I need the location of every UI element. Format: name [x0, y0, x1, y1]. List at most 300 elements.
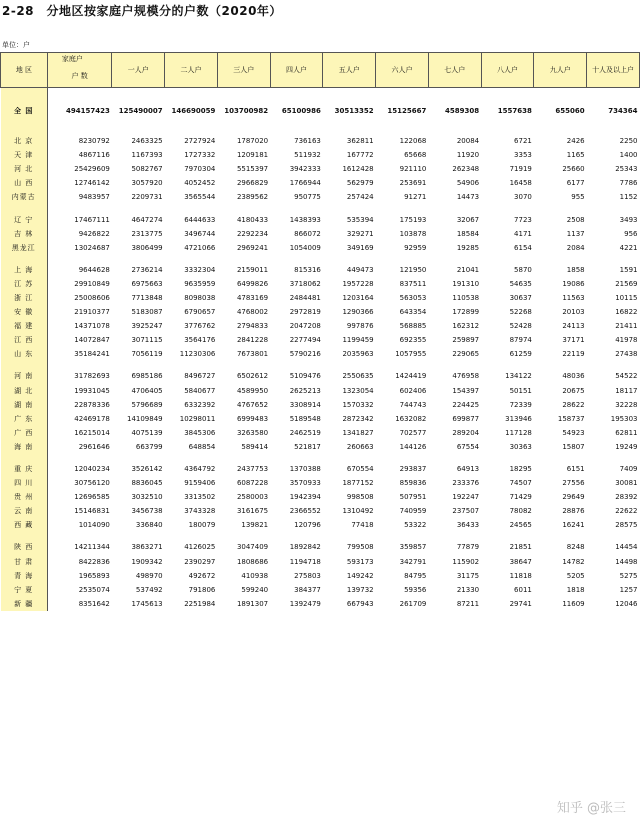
- region-name: 河 南: [1, 369, 48, 383]
- value-cell: 11563: [562, 293, 585, 302]
- value-cell: 537492: [135, 585, 163, 594]
- value-cell: 2872342: [342, 414, 374, 423]
- value-cell: 21041: [456, 265, 480, 274]
- value-cell: 192247: [452, 493, 480, 502]
- value-cell: 32067: [456, 215, 480, 224]
- value-cell: 175193: [399, 215, 427, 224]
- value-cell: 92959: [404, 243, 427, 252]
- value-cell: 702577: [399, 428, 427, 437]
- value-cell: 336840: [135, 521, 163, 530]
- value-cell: 20084: [456, 137, 480, 146]
- value-cell: 30513352: [334, 107, 374, 115]
- value-cell: 1591: [619, 265, 638, 274]
- value-cell: 16241: [562, 521, 585, 530]
- household-table: [0, 52, 640, 611]
- value-cell: 643354: [399, 308, 427, 317]
- value-cell: 6502612: [236, 372, 269, 381]
- value-cell: 2972819: [289, 308, 321, 317]
- value-cell: 139821: [241, 521, 269, 530]
- value-cell: 37171: [562, 336, 585, 345]
- region-name: 海 南: [1, 440, 48, 454]
- table-row: [1, 555, 640, 569]
- value-cell: 262348: [452, 165, 480, 174]
- value-cell: 12046: [615, 599, 638, 608]
- value-cell: 2727924: [184, 137, 216, 146]
- region-name: 山 东: [1, 347, 48, 361]
- total-cell: 4867116: [78, 151, 110, 160]
- value-cell: 162312: [452, 322, 480, 331]
- region-name: 贵 州: [1, 490, 48, 504]
- value-cell: 41978: [615, 336, 638, 345]
- region-name: 西 藏: [1, 518, 48, 532]
- value-cell: 521817: [294, 442, 321, 451]
- value-cell: 3863271: [131, 543, 163, 552]
- value-cell: 4075139: [131, 428, 163, 437]
- value-cell: 791806: [188, 585, 216, 594]
- value-cell: 1818: [566, 585, 585, 594]
- table-body: [1, 88, 640, 611]
- region-name: 全 国: [1, 102, 48, 120]
- region-name: 福 建: [1, 319, 48, 333]
- total-cell: 12040234: [74, 465, 110, 474]
- value-cell: 3718062: [289, 279, 321, 288]
- value-cell: 563053: [399, 293, 427, 302]
- value-cell: 19086: [562, 279, 585, 288]
- value-cell: 744743: [399, 400, 427, 409]
- value-cell: 103700982: [224, 107, 269, 115]
- value-cell: 1957228: [342, 279, 374, 288]
- value-cell: 53322: [404, 521, 427, 530]
- value-cell: 125490007: [118, 107, 163, 115]
- value-cell: 2437753: [236, 465, 269, 474]
- table-row: [1, 347, 640, 361]
- spacer-row: [1, 88, 640, 103]
- size-header: 四人户: [270, 53, 323, 88]
- value-cell: 1570332: [342, 400, 374, 409]
- value-cell: 663799: [135, 442, 163, 451]
- value-cell: 2390297: [184, 557, 216, 566]
- value-cell: 1199459: [342, 336, 374, 345]
- size-header: 十人及以上户: [587, 53, 640, 88]
- table-row: [1, 319, 640, 333]
- table-row: [1, 369, 640, 383]
- value-cell: 9159406: [184, 479, 216, 488]
- value-cell: 4589308: [445, 107, 480, 115]
- table-row: [1, 384, 640, 398]
- value-cell: 692355: [399, 336, 427, 345]
- value-cell: 103878: [399, 229, 427, 238]
- value-cell: 31175: [456, 571, 480, 580]
- value-cell: 78082: [509, 507, 532, 516]
- value-cell: 4706405: [131, 386, 163, 395]
- value-cell: 734364: [608, 107, 638, 115]
- value-cell: 950775: [294, 193, 321, 202]
- value-cell: 27556: [562, 479, 585, 488]
- value-cell: 24113: [562, 322, 585, 331]
- region-name: 湖 南: [1, 398, 48, 412]
- size-header: 七人户: [428, 53, 481, 88]
- value-cell: 167772: [346, 151, 374, 160]
- table-row: [1, 291, 640, 305]
- value-cell: 91271: [404, 193, 427, 202]
- value-cell: 799508: [346, 543, 374, 552]
- value-cell: 3565544: [184, 193, 216, 202]
- region-name: 湖 北: [1, 384, 48, 398]
- value-cell: 191310: [452, 279, 480, 288]
- value-cell: 65100986: [281, 107, 321, 115]
- value-cell: 3313502: [184, 493, 216, 502]
- value-cell: 6177: [566, 179, 585, 188]
- table-row: [1, 462, 640, 476]
- total-cell: 8351642: [78, 599, 110, 608]
- value-cell: 5205: [566, 571, 585, 580]
- value-cell: 955: [571, 193, 585, 202]
- value-cell: 5796689: [131, 400, 163, 409]
- total-cell: 8230792: [78, 137, 110, 146]
- value-cell: 259897: [452, 336, 480, 345]
- value-cell: 362811: [346, 137, 374, 146]
- value-cell: 2209731: [131, 193, 163, 202]
- total-cell: 14371078: [74, 322, 110, 331]
- value-cell: 2292234: [236, 229, 269, 238]
- value-cell: 1257: [619, 585, 638, 594]
- value-cell: 507951: [399, 493, 427, 502]
- value-cell: 2426: [566, 137, 585, 146]
- region-name: 新 疆: [1, 597, 48, 611]
- value-cell: 48036: [562, 372, 585, 381]
- value-cell: 7673801: [236, 350, 269, 359]
- table-row: [1, 490, 640, 504]
- size-header: 一人户: [112, 53, 165, 88]
- region-name: 黑龙江: [1, 241, 48, 255]
- total-cell: 9483957: [78, 193, 110, 202]
- region-header: 地 区: [1, 53, 48, 88]
- value-cell: 313946: [505, 414, 532, 423]
- value-cell: 22119: [562, 350, 585, 359]
- value-cell: 5275: [619, 571, 638, 580]
- table-row: [1, 241, 640, 255]
- value-cell: 667943: [346, 599, 374, 608]
- spacer-row: [1, 255, 640, 263]
- value-cell: 257424: [346, 193, 374, 202]
- value-cell: 27438: [615, 350, 638, 359]
- region-name: 浙 江: [1, 291, 48, 305]
- size-header: 八人户: [481, 53, 534, 88]
- value-cell: 2047208: [289, 322, 321, 331]
- size-header: 三人户: [217, 53, 270, 88]
- value-cell: 21851: [509, 543, 532, 552]
- value-cell: 16458: [509, 179, 532, 188]
- value-cell: 260663: [346, 442, 374, 451]
- value-cell: 38647: [509, 557, 532, 566]
- value-cell: 139732: [346, 585, 374, 594]
- region-name: 内蒙古: [1, 190, 48, 204]
- value-cell: 122068: [399, 137, 427, 146]
- value-cell: 1323054: [342, 386, 374, 395]
- value-cell: 52268: [509, 308, 532, 317]
- total-cell: 25429609: [74, 165, 110, 174]
- table-row: [1, 212, 640, 226]
- table-row: [1, 569, 640, 583]
- value-cell: 59356: [404, 585, 427, 594]
- value-cell: 71919: [509, 165, 532, 174]
- value-cell: 3332304: [184, 265, 216, 274]
- region-name: 广 东: [1, 412, 48, 426]
- value-cell: 1290366: [342, 308, 374, 317]
- value-cell: 2794833: [236, 322, 269, 331]
- value-cell: 21569: [615, 279, 638, 288]
- value-cell: 67554: [456, 442, 480, 451]
- value-cell: 2159011: [236, 265, 269, 274]
- value-cell: 1057955: [395, 350, 427, 359]
- value-cell: 154397: [452, 386, 480, 395]
- value-cell: 14109849: [126, 414, 163, 423]
- value-cell: 14473: [456, 193, 480, 202]
- region-name: 天 津: [1, 148, 48, 162]
- value-cell: 24565: [509, 521, 532, 530]
- total-cell: 2961646: [78, 442, 110, 451]
- value-cell: 410938: [241, 571, 269, 580]
- region-name: 上 海: [1, 263, 48, 277]
- value-cell: 2966829: [236, 179, 269, 188]
- value-cell: 4126025: [184, 543, 216, 552]
- value-cell: 21330: [456, 585, 480, 594]
- table-row: [1, 597, 640, 611]
- region-name: 山 西: [1, 176, 48, 190]
- value-cell: 997876: [346, 322, 374, 331]
- value-cell: 7970304: [184, 165, 216, 174]
- value-cell: 6332392: [184, 400, 216, 409]
- value-cell: 3526142: [131, 465, 163, 474]
- value-cell: 6499826: [236, 279, 269, 288]
- value-cell: 20675: [562, 386, 585, 395]
- value-cell: 1341827: [342, 428, 374, 437]
- table-row: [1, 148, 640, 162]
- total-cell: 21910377: [74, 308, 110, 317]
- value-cell: 11818: [509, 571, 532, 580]
- value-cell: 3925247: [131, 322, 163, 331]
- value-cell: 25660: [562, 165, 585, 174]
- value-cell: 146690059: [171, 107, 216, 115]
- total-cell: 15146831: [74, 507, 110, 516]
- value-cell: 6154: [514, 243, 532, 252]
- value-cell: 2389562: [236, 193, 269, 202]
- value-cell: 54635: [509, 279, 532, 288]
- value-cell: 1370388: [289, 465, 321, 474]
- table-row: [1, 583, 640, 597]
- value-cell: 21411: [615, 322, 638, 331]
- value-cell: 1400: [619, 151, 638, 160]
- value-cell: 593173: [346, 557, 374, 566]
- value-cell: 740959: [399, 507, 427, 516]
- value-cell: 20103: [562, 308, 585, 317]
- value-cell: 18295: [509, 465, 532, 474]
- region-name: 辽 宁: [1, 212, 48, 226]
- total-cell: 42469178: [74, 414, 110, 423]
- value-cell: 2277494: [289, 336, 321, 345]
- value-cell: 3161675: [236, 507, 269, 516]
- table-row: [1, 504, 640, 518]
- value-cell: 1612428: [342, 165, 374, 174]
- value-cell: 62811: [615, 428, 638, 437]
- value-cell: 15807: [562, 442, 585, 451]
- value-cell: 1438393: [289, 215, 321, 224]
- value-cell: 589414: [241, 442, 269, 451]
- table-row: [1, 305, 640, 319]
- total-cell: 35184241: [74, 350, 110, 359]
- value-cell: 74507: [509, 479, 532, 488]
- region-name: 重 庆: [1, 462, 48, 476]
- total-cell: 14211344: [74, 543, 110, 552]
- value-cell: 1808686: [236, 557, 269, 566]
- value-cell: 18584: [456, 229, 480, 238]
- region-name: 北 京: [1, 134, 48, 148]
- value-cell: 5189548: [289, 414, 321, 423]
- value-cell: 736163: [294, 137, 321, 146]
- value-cell: 2484481: [289, 293, 321, 302]
- value-cell: 11609: [562, 599, 585, 608]
- value-cell: 2736214: [131, 265, 163, 274]
- value-cell: 289204: [452, 428, 480, 437]
- value-cell: 237507: [452, 507, 480, 516]
- size-header: 五人户: [323, 53, 376, 88]
- total-cell: 13024687: [74, 243, 110, 252]
- value-cell: 195303: [610, 414, 638, 423]
- value-cell: 6087228: [236, 479, 269, 488]
- value-cell: 54923: [562, 428, 585, 437]
- region-name: 陕 西: [1, 540, 48, 554]
- value-cell: 233376: [452, 479, 480, 488]
- value-cell: 3263580: [236, 428, 269, 437]
- value-cell: 54906: [456, 179, 480, 188]
- value-cell: 511932: [294, 151, 321, 160]
- value-cell: 144126: [399, 442, 427, 451]
- total-cell: 14072847: [74, 336, 110, 345]
- value-cell: 52428: [509, 322, 532, 331]
- spacer-row: [1, 361, 640, 369]
- value-cell: 2969241: [236, 243, 269, 252]
- value-cell: 342791: [399, 557, 427, 566]
- value-cell: 1891307: [236, 599, 269, 608]
- table-row: [1, 476, 640, 490]
- table-row: [1, 134, 640, 148]
- value-cell: 72339: [509, 400, 532, 409]
- value-cell: 4647274: [131, 215, 163, 224]
- value-cell: 10115: [615, 293, 638, 302]
- value-cell: 2250: [619, 137, 638, 146]
- value-cell: 2251984: [184, 599, 216, 608]
- value-cell: 115902: [452, 557, 480, 566]
- value-cell: 61259: [509, 350, 532, 359]
- value-cell: 1787020: [236, 137, 269, 146]
- value-cell: 1557638: [497, 107, 532, 115]
- value-cell: 30081: [615, 479, 638, 488]
- value-cell: 158737: [557, 414, 585, 423]
- table-row: [1, 333, 640, 347]
- value-cell: 25343: [615, 165, 638, 174]
- value-cell: 15125667: [387, 107, 427, 115]
- value-cell: 19249: [615, 442, 638, 451]
- value-cell: 4052452: [184, 179, 216, 188]
- value-cell: 28392: [615, 493, 638, 502]
- value-cell: 7786: [619, 179, 638, 188]
- value-cell: 1424419: [395, 372, 427, 381]
- value-cell: 65668: [404, 151, 427, 160]
- value-cell: 14498: [615, 557, 638, 566]
- spacer-row: [1, 454, 640, 462]
- value-cell: 1194718: [289, 557, 321, 566]
- value-cell: 4767652: [236, 400, 269, 409]
- value-cell: 837511: [399, 279, 427, 288]
- value-cell: 1745613: [131, 599, 163, 608]
- value-cell: 84795: [404, 571, 427, 580]
- value-cell: 180079: [188, 521, 216, 530]
- value-cell: 1877152: [342, 479, 374, 488]
- value-cell: 6444633: [184, 215, 216, 224]
- total-cell: 9426822: [78, 229, 110, 238]
- table-row: [1, 176, 640, 190]
- value-cell: 3570933: [289, 479, 321, 488]
- value-cell: 1392479: [289, 599, 321, 608]
- total-cell: 12746142: [74, 179, 110, 188]
- value-cell: 120796: [294, 521, 321, 530]
- region-name: 青 海: [1, 569, 48, 583]
- value-cell: 6999483: [236, 414, 269, 423]
- value-cell: 535394: [346, 215, 374, 224]
- region-name: 四 川: [1, 476, 48, 490]
- value-cell: 30637: [509, 293, 532, 302]
- value-cell: 6151: [566, 465, 585, 474]
- table-row: [1, 102, 640, 120]
- total-cell: 25008606: [74, 293, 110, 302]
- unit-label: 单位：户: [2, 41, 30, 49]
- value-cell: 87211: [456, 599, 480, 608]
- value-cell: 1632082: [395, 414, 427, 423]
- value-cell: 3070: [514, 193, 532, 202]
- spacer-row: [1, 532, 640, 540]
- value-cell: 29649: [562, 493, 585, 502]
- value-cell: 3308914: [289, 400, 321, 409]
- region-name: 吉 林: [1, 227, 48, 241]
- value-cell: 599240: [241, 585, 269, 594]
- value-cell: 2366552: [289, 507, 321, 516]
- value-cell: 6011: [514, 585, 532, 594]
- table-row: [1, 190, 640, 204]
- value-cell: 1152: [619, 193, 638, 202]
- total-cell: 1965893: [78, 571, 110, 580]
- total-cell: 22878336: [74, 400, 110, 409]
- value-cell: 6790657: [184, 308, 216, 317]
- total-cell: 16215014: [74, 428, 110, 437]
- value-cell: 7723: [514, 215, 532, 224]
- value-cell: 1209181: [236, 151, 269, 160]
- value-cell: 172899: [452, 308, 480, 317]
- total-cell: 2535074: [78, 585, 110, 594]
- value-cell: 1766944: [289, 179, 321, 188]
- table-row: [1, 277, 640, 291]
- value-cell: 22622: [615, 507, 638, 516]
- size-header: 六人户: [376, 53, 429, 88]
- value-cell: 359857: [399, 543, 427, 552]
- value-cell: 859836: [399, 479, 427, 488]
- value-cell: 32228: [615, 400, 638, 409]
- value-cell: 1892842: [289, 543, 321, 552]
- value-cell: 8248: [566, 543, 585, 552]
- value-cell: 4221: [619, 243, 638, 252]
- value-cell: 3776762: [184, 322, 216, 331]
- value-cell: 648854: [188, 442, 216, 451]
- value-cell: 7056119: [131, 350, 163, 359]
